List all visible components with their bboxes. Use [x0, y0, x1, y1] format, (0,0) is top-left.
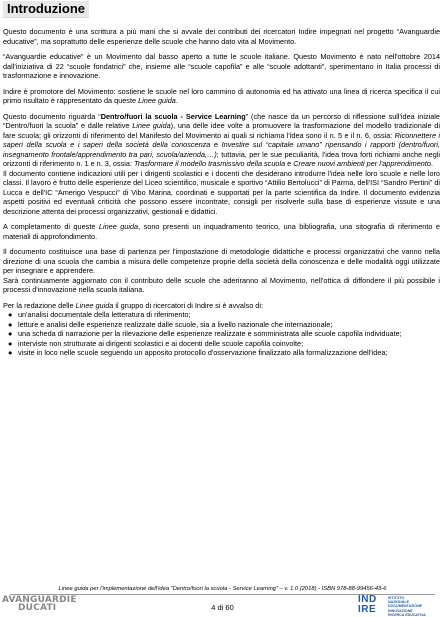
avanguardie-educative-logo	[2, 595, 77, 615]
bullet-icon: ●	[8, 310, 13, 319]
paragraph-base: Il documento costituisce una base di partenza per l'impostazione di metodologie didattiche e processi organizzativi che vanno nella direzione di una scuola che cambia a misura delle competenze proprie della società della conoscenza e delle modalità oggi utilizzate per insegnare e apprendere.	[3, 247, 440, 275]
bullet-icon: ●	[8, 329, 13, 338]
paragraph-idea: Questo documento riguarda “Dentro/fuori la scuola - Service Learning” (che nasce da un percorso di riflessione sull'idea iniziale “Dentro/fuori la scuola” e dalle relative Linee guida), una delle idee volte a promuovere la trasformazione del modello tradizionale di fare scuola; gli orizzonti di riferimento del Manifesto del Movimento ai quali si richiama l'idea sono il n. 5 e il n. 6, ossia: Riconnettere i saperi della scuola e i saperi della società della conoscenza e Investire sul “capitale umano” ripensando i rapporti (dentro/fuori, insegnamento frontale/apprendimento tra pari, scuola/azienda,…); tuttavia, per le sue peculiarità, l'idea trova forti richiami anche negli orizzonti di riferimento n. 1 e n. 3, ossia: Trasformare il modello trasmissivo della scuola e Creare nuovi ambienti per l'apprendimento.	[3, 111, 440, 168]
page-number: 4 di 60	[211, 603, 234, 612]
paragraph-movement: “Avanguardie educative” è un Movimento dal basso aperto a tutte le scuole italiane. Questo Movimento è nato nell'ottobre 2014 dall'iniziativa di 22 “scuole fondatrici” che, insieme alle “scuole capofila” e alle “scuole adottanti”, sperimentano in Italia processi di trasformazione e innovazione.	[3, 52, 440, 80]
paragraph-completion: A completamento di queste Linee guida, sono presenti un inquadramento teorico, una bibliografia, una sitografia di riferimento e materiali di approfondimento.	[3, 222, 440, 241]
paragraph-method: Per la redazione delle Linee guida il gruppo di ricercatori di Indire si è avvalso di:	[3, 300, 264, 310]
indire-logo	[358, 596, 444, 615]
list-item: ● un'analisi documentale della letteratura di riferimento;	[8, 310, 191, 319]
list-item: ● una scheda di narrazione per la rilevazione delle esperienze realizzate e somministrata alle scuole capofila individuate;	[8, 329, 402, 338]
paragraph-contents: Il documento contiene indicazioni utili per i dirigenti scolastici e i docenti che desiderano introdurre l'idea nelle loro scuole e nelle loro classi. Il lavoro è frutto delle esperienze del Liceo scientifico, musicale e sportivo “Attilio Bertolucci” di Parma, dell'ISI “Sandro Pertini” di Lucca e dell'IC “Amerigo Vespucci” di Vibo Marina, coordinati e supportati per la parte scientifica da Indire. Il documento evidenzia aspetti positivi ed eventuali criticità che possono essere incontrate, consigli per risolverle sulla base di esperienze vissute e una descrizione attenta dei processi organizzativi, gestionali e didattici.	[3, 168, 440, 216]
bullet-icon: ●	[8, 348, 13, 357]
logo-right-line2: IRE	[358, 604, 377, 615]
logo-left-line1: AVANGUARDIE	[2, 595, 77, 605]
paragraph-update: Sarà continuamente aggiornato con il contributo delle scuole che aderiranno al Movimento, nell'ottica di diffondere il più possibile i processi d'innovazione nella scuola italiana.	[3, 275, 440, 294]
list-item: ● interviste non strutturate ai dirigenti scolastici e ai docenti delle scuole capofila coinvolte;	[8, 338, 304, 348]
logo-right-subtitle: ISTITUTO NAZIONALE DOCUMENTAZIONE INNOVAZIONE RICERCA EDUCATIVA	[388, 596, 426, 617]
logo-left-line2: DUCATI	[18, 603, 57, 613]
section-title: Introduzione	[3, 1, 89, 18]
document-body	[3, 27, 440, 358]
method-list	[3, 310, 440, 358]
logo-right-line1: IND	[358, 594, 377, 605]
list-item: ● visite in loco nelle scuole seguendo un apposito protocollo d'osservazione finalizzato alla formalizzazione dell'idea;	[8, 348, 388, 357]
paragraph-intro: Questo documento è una scrittura a più mani che si avvale dei contributi dei ricercatori Indire impegnati nel progetto “Avanguardie educative”, ma soprattutto delle esperienze delle scuole che hanno dato vita al Movimento.	[3, 27, 440, 46]
footer-note: Linee guida per l'implementazione dell'idea “Dentro/fuori la scuola - Service Learning” – v. 1.0 (2018) - ISBN 978-88-99456-43-6	[58, 586, 387, 592]
paragraph-indire: Indire è promotore del Movimento: sostiene le scuole nel loro cammino di autonomia ed ha attivato una linea di ricerca specifica il cui primo risultato è rappresentato da queste Linee guida.	[3, 86, 440, 105]
bullet-icon: ●	[8, 338, 13, 348]
bullet-icon: ●	[8, 319, 13, 329]
list-item: ● letture e analisi delle esperienze realizzate dalle scuole, sia a livello nazionale che internazionale;	[8, 319, 333, 329]
